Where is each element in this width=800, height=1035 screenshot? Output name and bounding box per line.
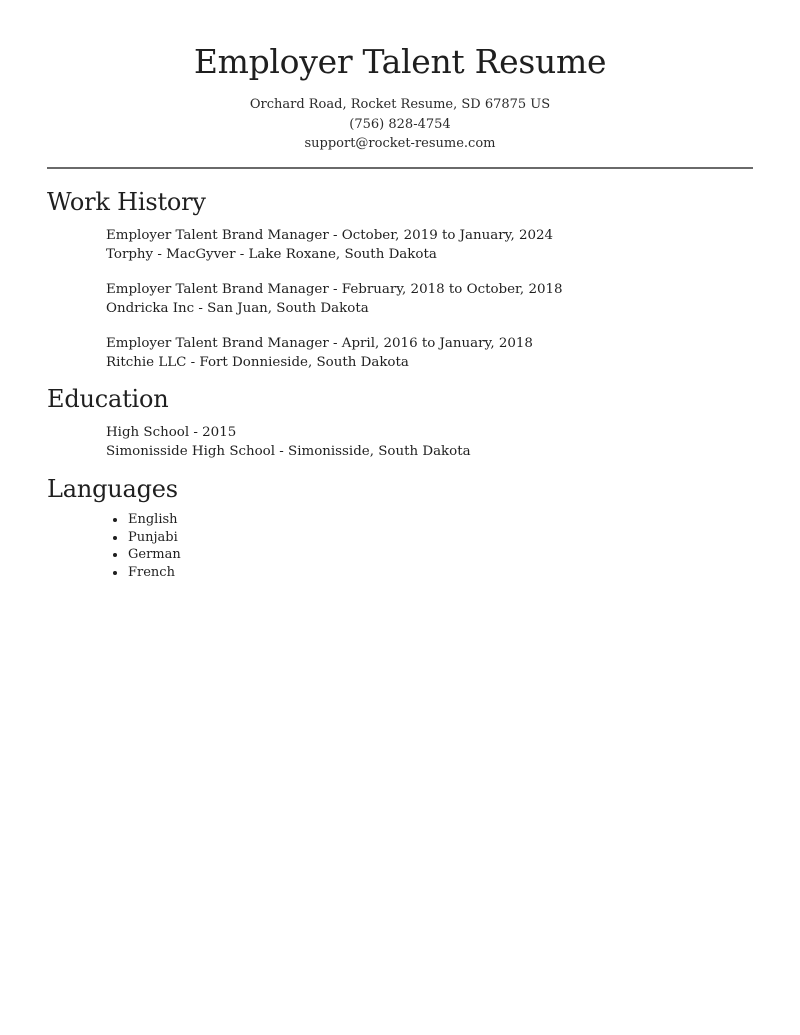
company-location: Torphy - MacGyver - Lake Roxane, South Dakota bbox=[106, 247, 437, 262]
company-location: Ritchie LLC - Fort Donnieside, South Dakota bbox=[106, 355, 409, 370]
language-item: German bbox=[114, 546, 753, 564]
header-divider bbox=[47, 167, 753, 169]
school-location: Simonisside High School - Simonisside, South Dakota bbox=[106, 444, 471, 459]
work-entry bbox=[106, 334, 753, 372]
language-item: French bbox=[114, 564, 753, 582]
section-title-languages: Languages bbox=[47, 475, 178, 503]
job-title-dates: Employer Talent Brand Manager - February, 2018 to October, 2018 bbox=[106, 282, 563, 297]
languages-list bbox=[47, 511, 753, 581]
job-title-dates: Employer Talent Brand Manager - April, 2016 to January, 2018 bbox=[106, 336, 533, 351]
candidate-name: Employer Talent Resume bbox=[193, 42, 607, 81]
job-title-dates: Employer Talent Brand Manager - October, 2019 to January, 2024 bbox=[106, 228, 554, 243]
phone: (756) 828-4754 bbox=[349, 116, 451, 132]
section-title-education: Education bbox=[47, 385, 169, 413]
language-item: English bbox=[114, 511, 753, 529]
work-history-section bbox=[47, 187, 753, 372]
bullet-icon bbox=[113, 518, 117, 522]
resume-page bbox=[47, 0, 753, 580]
degree-year: High School - 2015 bbox=[106, 425, 237, 440]
company-location: Ondricka Inc - San Juan, South Dakota bbox=[106, 301, 369, 316]
section-title-work-history: Work History bbox=[47, 188, 206, 216]
bullet-icon bbox=[113, 536, 117, 540]
contact-info bbox=[47, 95, 753, 154]
work-entry bbox=[106, 280, 753, 318]
address: Orchard Road, Rocket Resume, SD 67875 US bbox=[249, 97, 551, 112]
education-section bbox=[47, 384, 753, 461]
resume-header bbox=[47, 0, 753, 154]
languages-section bbox=[47, 474, 753, 581]
bullet-icon bbox=[113, 553, 117, 557]
education-entry bbox=[106, 423, 753, 461]
language-item: Punjabi bbox=[114, 529, 753, 547]
email: support@rocket-resume.com bbox=[304, 136, 496, 151]
work-entry bbox=[106, 226, 753, 264]
bullet-icon bbox=[113, 571, 117, 575]
